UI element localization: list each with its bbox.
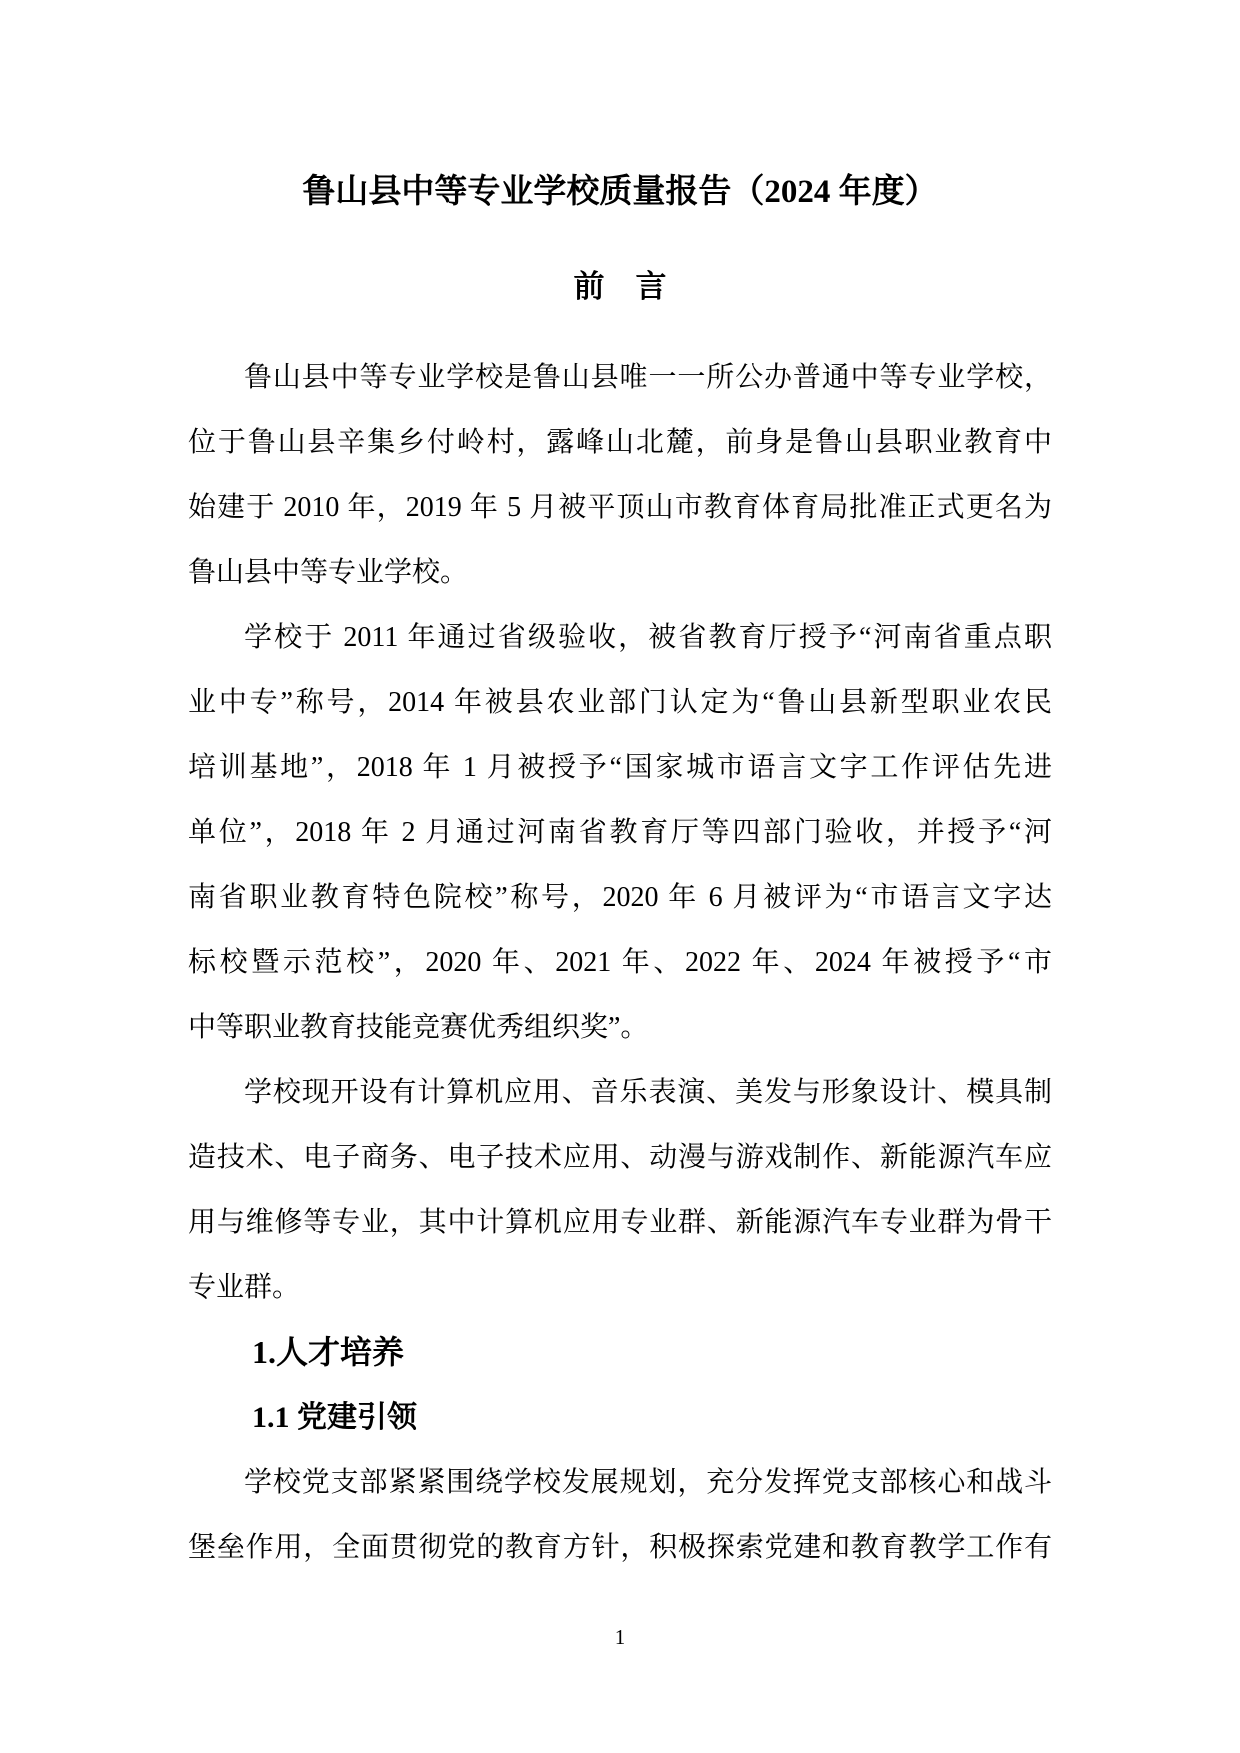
- text-line: 培训基地”，2018 年 1 月被授予“国家城市语言文字工作评估先进: [188, 752, 1052, 783]
- text-line: 用与维修等专业，其中计算机应用专业群、新能源汽车专业群为骨干: [188, 1207, 1052, 1238]
- preface-heading: 前 言: [573, 269, 667, 304]
- text-line: 学校现开设有计算机应用、音乐表演、美发与形象设计、模具制: [244, 1077, 1052, 1108]
- text-line: 始建于 2010 年，2019 年 5 月被平顶山市教育体育局批准正式更名为: [188, 492, 1052, 523]
- text-line: 造技术、电子商务、电子技术应用、动漫与游戏制作、新能源汽车应: [188, 1142, 1052, 1173]
- document-title: 鲁山县中等专业学校质量报告（2024 年度）: [302, 174, 938, 210]
- text-line: 中等职业教育技能竞赛优秀组织奖”。: [188, 1012, 649, 1043]
- text-line: 鲁山县中等专业学校。: [188, 557, 469, 588]
- text-line: 学校党支部紧紧围绕学校发展规划，充分发挥党支部核心和战斗: [244, 1467, 1052, 1498]
- page-number: 1: [614, 1625, 626, 1649]
- subsection-heading: 1.1 党建引领: [252, 1401, 417, 1434]
- text-line: 单位”，2018 年 2 月通过河南省教育厅等四部门验收，并授予“河: [188, 817, 1052, 848]
- text-line: 鲁山县中等专业学校是鲁山县唯一一所公办普通中等专业学校，: [244, 362, 1052, 393]
- text-line: 专业群。: [188, 1272, 301, 1303]
- text-line: 业中专”称号，2014 年被县农业部门认定为“鲁山县新型职业农民: [188, 687, 1052, 718]
- section-heading: 1.人才培养: [252, 1334, 405, 1370]
- text-line: 位于鲁山县辛集乡付岭村，露峰山北麓，前身是鲁山县职业教育中: [188, 427, 1052, 458]
- text-line: 学校于 2011 年通过省级验收，被省教育厅授予“河南省重点职: [244, 622, 1052, 653]
- document-body: [188, 345, 1052, 1580]
- text-line: 南省职业教育特色院校”称号，2020 年 6 月被评为“市语言文字达: [188, 882, 1052, 913]
- text-line: 堡垒作用，全面贯彻党的教育方针，积极探索党建和教育教学工作有: [188, 1532, 1052, 1563]
- text-line: 标校暨示范校”，2020 年、2021 年、2022 年、2024 年被授予“市: [188, 947, 1052, 978]
